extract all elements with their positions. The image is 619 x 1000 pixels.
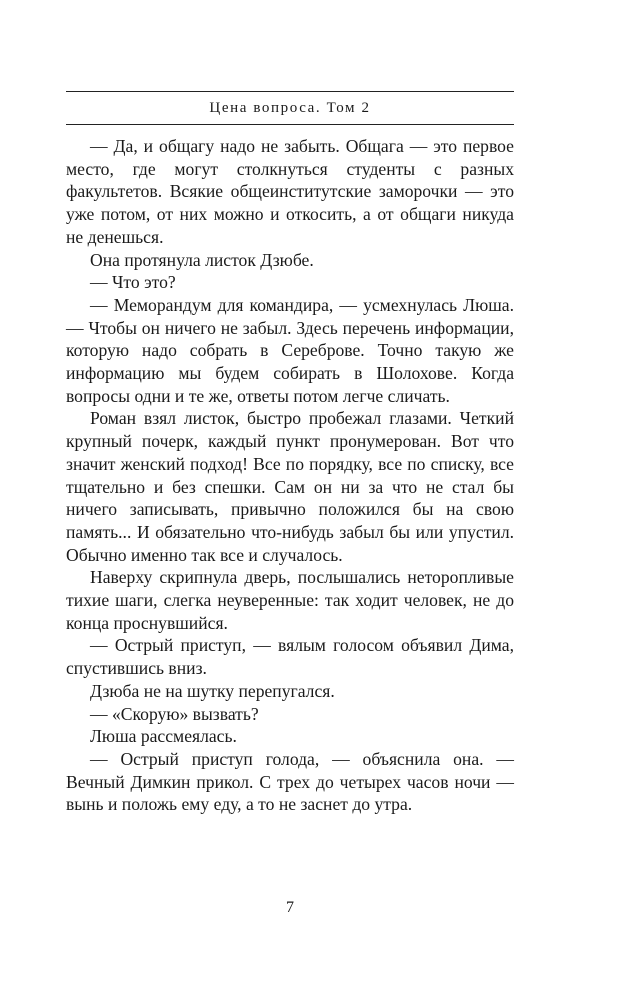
paragraph: Роман взял листок, быстро пробежал глазами. Четкий крупный почерк, каждый пункт пронумерован. Вот что значит женский подход! Все по порядку, все по списку, все тщательно и без спешки. Сам он ни за что не стал бы ничего записывать, привычно положился бы на свою память... И обязательно что-нибудь забыл бы или упустил. Обычно именно так все и случалось.: [66, 408, 514, 565]
paragraph: Люша рассмеялась.: [90, 726, 237, 747]
paragraph: Дзюба не на шутку перепугался.: [90, 680, 335, 701]
paragraph: — Что это?: [90, 272, 176, 293]
page-number: 7: [286, 899, 294, 916]
paragraph: — «Скорую» вызвать?: [90, 703, 259, 724]
header-rule-top: [66, 91, 514, 92]
paragraph: — Острый приступ голода, — объяснила она. — Вечный Димкин прикол. С трех до четырех часов ночи — вынь и положь ему еду, а то не заснет до утра.: [66, 748, 514, 815]
paragraph: Она протянула листок Дзюбе.: [90, 249, 314, 270]
running-title: Цена вопроса. Том 2: [209, 100, 371, 116]
paragraph: Наверху скрипнула дверь, послышались неторопливые тихие шаги, слегка неуверенные: так ходит человек, не до конца проснувшийся.: [66, 567, 514, 633]
header-rule-bottom: [66, 124, 514, 125]
paragraph: — Да, и общагу надо не забыть. Общага — это первое место, где могут столкнуться студенты с разных факультетов. Всякие общеинститутские заморочки — это уже потом, от них можно и откосить, а от общаги никуда не денешься.: [66, 136, 514, 247]
paragraph: — Меморандум для командира, — усмехнулась Люша. — Чтобы он ничего не забыл. Здесь перечень информации, которую надо собрать в Сереброве. Точно такую же информацию мы будем собирать в Шолохове. Когда вопросы одни и те же, ответы потом легче сличать.: [66, 294, 514, 406]
paragraph: — Острый приступ, — вялым голосом объявил Дима, спустившись вниз.: [66, 635, 514, 679]
page-body: [66, 135, 514, 816]
